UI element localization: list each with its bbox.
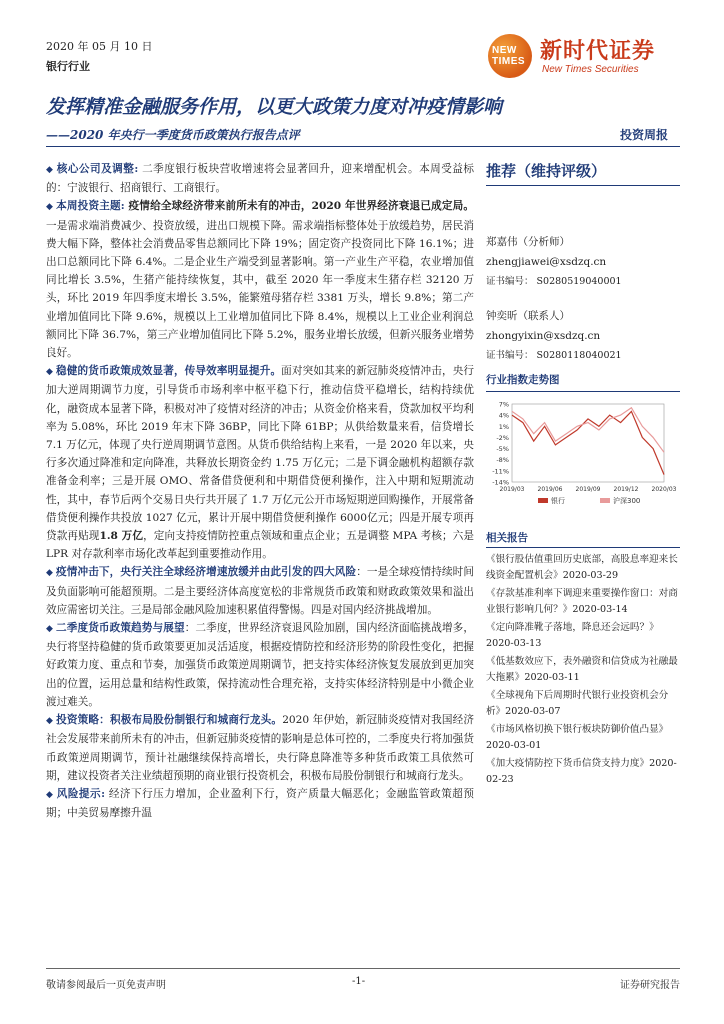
bullet-icon: ◆ — [46, 789, 57, 800]
y-tick-label: 7% — [498, 400, 509, 409]
paragraph-theme — [46, 197, 474, 362]
related-title: 相关报告 — [486, 532, 528, 544]
x-tick-label: 2020/03 — [651, 486, 677, 493]
footer-label: 证券研究报告 — [620, 980, 680, 991]
x-tick-label: 2019/06 — [537, 486, 563, 493]
analyst-email[interactable]: zhengjiawei@xsdzq.cn — [486, 256, 607, 268]
text: ，定向支持疫情防控重点领域和重点企业；五是调整 MPA 考核；六是 LPR 对存款利率市场化改革起到重要推动作用。 — [46, 530, 474, 561]
text: 经济下行压力增加，企业盈利下行，资产质量大幅恶化；金融监管政策超预期；中美贸易摩擦升温 — [46, 787, 474, 820]
related-item[interactable]: 《银行股估值重回历史底部，高股息率迎来长线资金配置机会》2020-03-29 — [486, 554, 678, 581]
related-list — [486, 552, 680, 790]
y-tick-label: 1% — [498, 422, 509, 431]
text: 面对突如其来的新冠肺炎疫情冲击，央行加大逆周期调节力度，引导货币市场利率中枢平稳下行，推动信贷平稳增长，结构持续优化，融资成本显著下降，积极对冲了疫情对经济的冲击；从资金价格来看，贷款加权平均利率为 5.08%，环比 2019 年末下降 36BP，同比下降 61BP；从供给数量来看，信贷增长 7.1 万亿元，体现了央行逆周期调节意图。从货币供给结构上来看，一是 2020 年以来，央行多次通过降准和定向降准，共释放长期资金约 1.75 万亿元；二是下调金融机构超额存款准备金利率；三是开展 OMO、常备借贷便利和中期借贷便利操作，注入中期和短期流动性，其中，春节后两个交易日央行共开展了 1.7 万亿元公开市场短期逆回购操作，开展常备借贷便利操作共投放 1027 亿元，累计开展中期借贷便利操作 6000亿元；四是开展专项再贷款再贴现 — [46, 365, 475, 543]
report-date: 2020 年 05 月 10 日 — [46, 40, 153, 53]
logo-mark-text: NEW TIMES — [492, 45, 526, 67]
related-item[interactable]: 《存款基准利率下调迎来重要操作窗口：对商业银行影响几何？》2020-03-14 — [486, 588, 678, 615]
label: 投资策略：积极布局股份制银行和城商行龙头。 — [56, 714, 283, 727]
paragraph-policy — [46, 362, 474, 563]
label: 核心公司及调整: — [56, 163, 139, 175]
analyst-cert: 证书编号： S0280519040001 — [486, 276, 622, 287]
bullet-icon: ◆ — [46, 716, 57, 727]
bullet-icon: ◆ — [46, 202, 57, 213]
contact-name: 钟奕昕（联系人） — [486, 310, 570, 322]
contact-email[interactable]: zhongyixin@xsdzq.cn — [486, 330, 601, 342]
related-item[interactable]: 《市场风格切换下银行板块防御价值凸显》2020-03-01 — [486, 724, 669, 751]
bullet-icon: ◆ — [46, 568, 57, 579]
label: 稳健的货币政策成效显著，传导效率明显提升。 — [56, 365, 282, 378]
y-tick-label: -11% — [492, 467, 509, 476]
legend-label: 银行 — [551, 497, 565, 505]
text: 一是需求端消费减少、投资放缓，进出口规模下降。需求端指标整体处于放缓趋势，居民消费大幅下降，整体社会消费品零售总额同比下降 19%；固定资产投资同比下降 16.1%；进出口总额同比下降 6.4%。二是企业生产端受到显著影响。第一产业生产平稳，农业增加值同比增长 3.5%，生猪产能持续恢复，其中，截至 2020 年一季度末生猪存栏 32120 万头，环比 2019 年四季度末增长 3.5%，能繁殖母猪存栏 3381 万头，增长 9.8%；第二产业增加值同比下降 9.6%，规模以上工业增加值同比下降 8.4%，规模以上工业企业利润总额同比下降 36.7%，第三产业增加值同比下降 5.2%，服务业增长放缓，但新兴服务业增势良好。 — [46, 219, 474, 360]
chart-title: 行业指数走势图 — [486, 374, 560, 386]
related-item[interactable]: 《低基数效应下，表外融资和信贷成为社融最大拖累》2020-03-11 — [486, 656, 678, 683]
bold-text: 疫情给全球经济带来前所未有的冲击，2020 年世界经济衰退已成定局。 — [124, 200, 474, 213]
label: 风险提示: — [56, 787, 105, 800]
chart-divider — [486, 391, 680, 392]
text: ：一是全球疫情持续时间及负面影响可能超预期。二是主要经济体高度宽松的非常规货币政策和财政政策效果和溢出效应需密切关注。三是局部金融风险加速积累值得警惕。四是对国内经济挑战增加。 — [46, 566, 474, 616]
x-tick-label: 2019/03 — [499, 486, 525, 493]
paragraph-risk-warning — [46, 785, 474, 822]
text: 2020 年伊始，新冠肺炎疫情对我国经济社会发展带来前所未有的冲击，但新冠肺炎疫情的影响是总体可控的，二季度央行将加强货币政策逆周期调节，预计社融继续保持高增长，央行降息降准等多种货币政策工具依然可期，建议投资者关注业绩超预期的商业银行投资机会，积极布局股份制银行和城商行龙头。 — [46, 714, 474, 782]
analyst-name: 郑嘉伟（分析师） — [486, 236, 570, 248]
label: 二季度货币政策趋势与展望 — [56, 622, 185, 635]
related-item[interactable]: 《定向降准靴子落地，降息还会远吗？》2020-03-13 — [486, 622, 659, 649]
bullet-icon: ◆ — [46, 367, 57, 378]
contact-info — [486, 306, 680, 366]
y-tick-label: 4% — [498, 411, 509, 420]
text: 二季度银行板块营收增速将会显著回升，迎来增配机会。本周受益标的：宁波银行、招商银行、工商银行。 — [46, 163, 474, 195]
index-chart — [486, 398, 680, 516]
y-tick-label: -5% — [496, 445, 509, 454]
y-tick-label: -14% — [492, 478, 509, 487]
page-number: -1- — [352, 976, 366, 987]
analyst-info — [486, 232, 680, 292]
related-item[interactable]: 《加大疫情防控下货币信贷支持力度》2020-02-23 — [486, 758, 677, 785]
report-type: 投资周报 — [620, 128, 669, 142]
bullet-icon: ◆ — [46, 624, 57, 635]
x-tick-label: 2019/12 — [613, 486, 639, 493]
logo-mark — [488, 34, 532, 78]
legend-label: 沪深300 — [613, 497, 641, 505]
series-line-bank — [512, 411, 664, 474]
plot-frame — [512, 404, 664, 482]
sidebar — [486, 160, 680, 366]
y-tick-label: -2% — [496, 433, 509, 442]
report-body — [46, 160, 474, 822]
related-item[interactable]: 《全球视角下后周期时代银行业投资机会分析》2020-03-07 — [486, 690, 669, 717]
legend-swatch — [600, 498, 610, 503]
x-tick-label: 2019/09 — [575, 486, 601, 493]
report-subtitle: ——2020 年央行一季度货币政策执行报告点评 — [46, 128, 300, 142]
related-divider — [486, 547, 680, 548]
paragraph-strategy — [46, 711, 474, 785]
company-logo — [488, 32, 688, 80]
logo-cn: 新时代证券 — [540, 39, 656, 64]
footer-disclaimer: 敬请参阅最后一页免责声明 — [46, 980, 166, 991]
series-line-csi300 — [512, 408, 664, 453]
paragraph-core — [46, 160, 474, 197]
paragraph-risks — [46, 563, 474, 619]
y-tick-label: -8% — [496, 456, 509, 465]
bold-text: 1.8 万亿 — [99, 530, 144, 543]
logo-en: New Times Securities — [542, 64, 639, 75]
legend-swatch — [538, 498, 548, 503]
bullet-icon: ◆ — [46, 165, 57, 175]
report-title: 发挥精准金融服务作用，以更大政策力度对冲疫情影响 — [46, 96, 503, 118]
label: 本周投资主题: — [56, 200, 125, 213]
rating: 推荐（维持评级） — [486, 160, 680, 186]
label: 疫情冲击下，央行关注全球经济增速放缓并由此引发的四大风险 — [56, 566, 357, 579]
text: ：二季度，世界经济衰退风险加剧，国内经济面临挑战增多，央行将坚持稳健的货币政策要更加灵活适度，根据疫情防控和经济形势的阶段性变化，把握好政策力度、重点和节奏，加强货币政策逆周期调节，把支持实体经济恢复发展放到更加突出的位置，运用总量和结构性政策，保持流动性合理充裕，支持实体经济特别是中小微企业渡过难关。 — [46, 622, 474, 708]
paragraph-outlook — [46, 619, 474, 711]
industry-label: 银行行业 — [46, 60, 90, 73]
footer-divider — [46, 968, 680, 969]
title-divider — [46, 146, 680, 147]
contact-cert: 证书编号： S0280118040021 — [486, 350, 622, 361]
